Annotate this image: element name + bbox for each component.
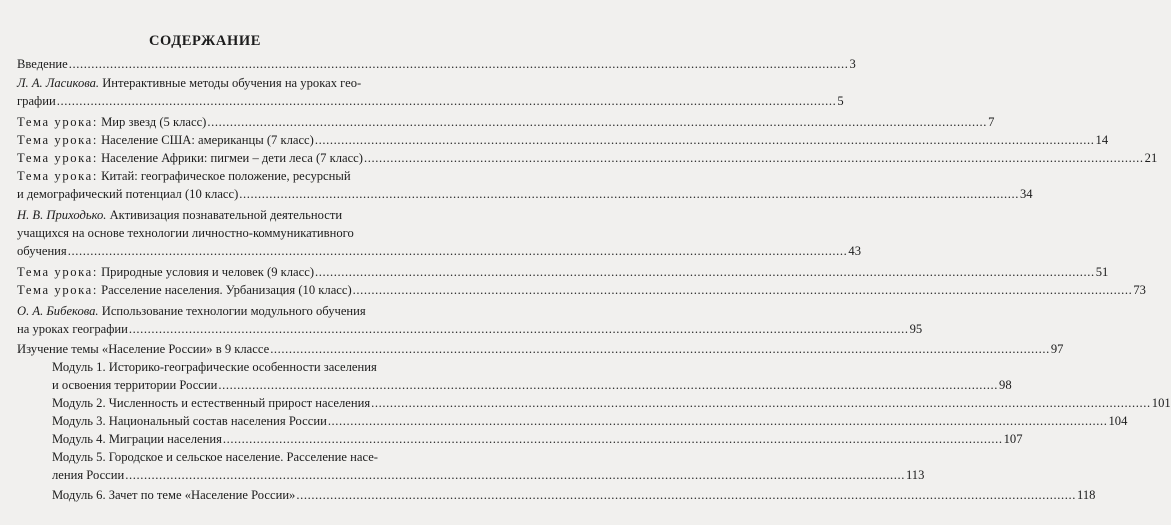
toc-entry [52,395,1171,411]
page-number: 3 [849,57,856,71]
page-number: 113 [905,468,925,482]
toc-entry [17,282,1146,298]
entry-text: учащихся на основе технологии личностно-коммуникативного [17,226,354,240]
dot-leader [57,93,837,109]
entry-text: Население США: американцы (7 класс) [97,133,314,147]
dot-leader [353,282,1133,298]
toc-entry [17,186,1033,202]
toc-entry [17,75,386,91]
dot-leader [125,467,905,483]
toc-entry [17,132,1109,148]
page-number: 14 [1095,133,1109,147]
entry-text: Модуль 3. Национальный состав населения России [52,414,327,428]
page-number: 98 [999,378,1012,392]
entry-text: Природные условия и человек (9 класс) [97,265,315,279]
author-name: Л. А. Ласикова. [17,76,100,90]
dot-leader [207,114,987,130]
entry-text: Введение [17,57,68,71]
page-number: 95 [909,322,923,336]
dot-leader [223,431,1003,447]
dot-leader [296,487,1076,503]
entry-text: на уроках географии [17,322,128,336]
dot-leader [129,321,909,337]
entry-text: и освоения территории России [52,378,218,392]
lesson-label: Тема урока: [17,151,98,165]
entry-text: Модуль 2. Численность и естественный прирост населения [52,396,371,410]
entry-text: и демографический потенциал (10 класс) [17,187,239,201]
entry-text: Население Африки: пигмеи – дети леса (7 класс) [97,151,363,165]
page-number: 118 [1077,488,1096,502]
entry-text: Модуль 1. Историко-географические особенности заселения [52,360,377,374]
entry-text: Расселение населения. Урбанизация (10 класс) [97,283,352,297]
toc-entry [52,467,925,483]
toc-entry [17,114,995,130]
dot-leader [239,186,1019,202]
entry-text: ления России [52,468,125,482]
dot-leader [315,132,1095,148]
page-number: 34 [1019,187,1033,201]
lesson-label: Тема урока: [17,283,98,297]
toc-entry [52,431,1023,447]
toc-entry [17,168,386,184]
page-title: СОДЕРЖАНИЕ [148,33,262,49]
page-number: 104 [1108,414,1128,428]
dot-leader [364,150,1144,166]
lesson-label: Тема урока: [17,169,98,183]
lesson-label: Тема урока: [17,133,98,147]
toc-entry [17,303,386,319]
dot-leader [270,341,1050,357]
page-number: 73 [1133,283,1146,297]
entry-text: графии [17,94,56,108]
entry-text: Модуль 6. Зачет по теме «Население России» [52,488,296,502]
toc-entry [17,341,1064,357]
lesson-label: Тема урока: [17,115,98,129]
toc-entry [17,225,386,241]
entry-text: Модуль 4. Миграции населения [52,432,222,446]
toc-entry [52,377,1012,393]
entry-text: Изучение темы «Население России» в 9 классе [17,342,270,356]
dot-leader [328,413,1108,429]
dot-leader [315,264,1095,280]
lesson-label: Тема урока: [17,265,98,279]
dot-leader [68,243,848,259]
author-name: Н. В. Приходько. [17,208,107,222]
dot-leader [218,377,998,393]
page-number: 97 [1050,342,1064,356]
toc-entry [52,359,386,375]
page-number: 101 [1151,396,1171,410]
toc-entry [17,93,844,109]
entry-text: Модуль 5. Городское и сельское население. Расселение насе- [52,450,378,464]
author-name: О. А. Бибекова. [17,304,99,318]
entry-text: Мир звезд (5 класс) [97,115,207,129]
page-number: 21 [1144,151,1158,165]
entry-text: Активизация познавательной деятельности [106,208,343,222]
toc-entry [17,150,1158,166]
page-number: 51 [1095,265,1109,279]
toc-entry [52,449,386,465]
page-number: 5 [837,94,844,108]
page-number: 43 [848,244,861,258]
entry-text: Китай: географическое положение, ресурсный [97,169,351,183]
toc-entry [17,321,923,337]
toc-entry [17,207,386,223]
dot-leader [371,395,1151,411]
toc-entry [17,264,1109,280]
toc-entry [52,413,1128,429]
dot-leader [69,56,849,72]
entry-text: обучения [17,244,67,258]
toc-entry [17,56,856,72]
entry-text: Интерактивные методы обучения на уроках гео- [99,76,362,90]
toc-entry [52,487,1096,503]
page-number: 107 [1003,432,1023,446]
entry-text: Использование технологии модульного обучения [98,304,366,318]
page-number: 7 [988,115,995,129]
toc-entry [17,243,861,259]
